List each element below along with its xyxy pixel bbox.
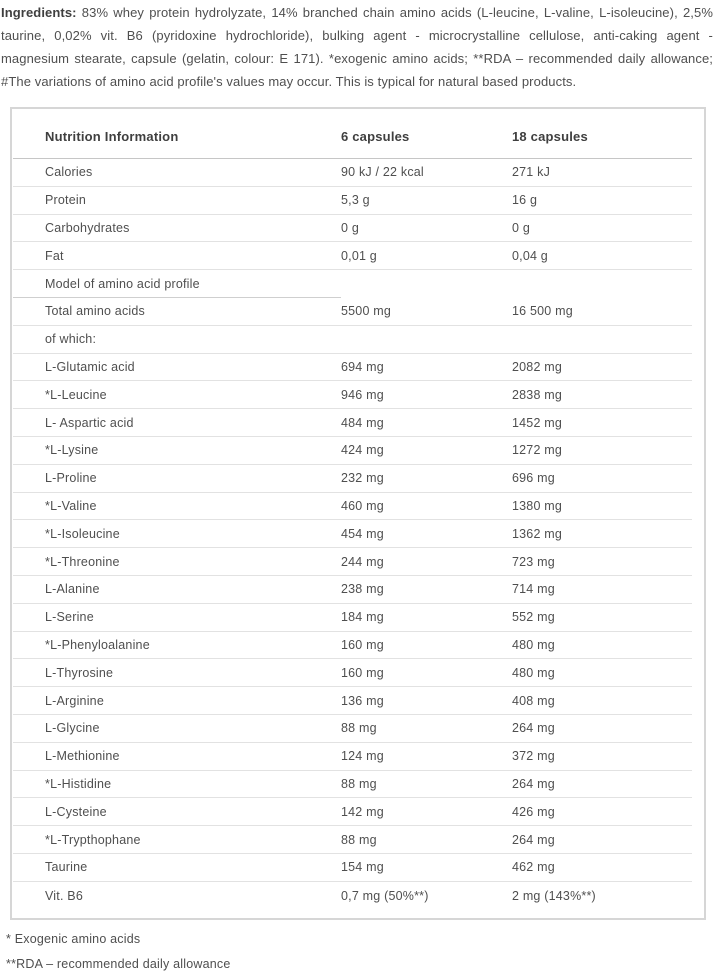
value-6-capsules: 88 mg (341, 715, 512, 743)
value-18-capsules: 1272 mg (512, 437, 692, 465)
value-6-capsules: 460 mg (341, 493, 512, 521)
value-18-capsules: 0 g (512, 215, 692, 243)
table-row (13, 826, 692, 854)
value-6-capsules: 238 mg (341, 576, 512, 604)
nutrient-name: Protein (13, 187, 341, 215)
value-6-capsules: 154 mg (341, 854, 512, 882)
value-6-capsules: 124 mg (341, 743, 512, 771)
ingredients-paragraph (0, 0, 714, 93)
nutrient-name: *L-Trypthophane (13, 826, 341, 854)
value-18-capsules: 16 500 mg (512, 298, 692, 326)
table-row (13, 159, 692, 187)
table-row (13, 798, 692, 826)
nutrient-name: Fat (13, 242, 341, 270)
nutrient-name: *L-Phenyloalanine (13, 632, 341, 660)
value-18-capsules: 2082 mg (512, 354, 692, 382)
value-18-capsules: 480 mg (512, 659, 692, 687)
nutrient-name: L-Alanine (13, 576, 341, 604)
nutrient-name: *L-Lysine (13, 437, 341, 465)
value-18-capsules: 2838 mg (512, 381, 692, 409)
value-18-capsules: 264 mg (512, 826, 692, 854)
value-6-capsules: 5,3 g (341, 187, 512, 215)
table-row (13, 882, 692, 910)
value-18-capsules: 552 mg (512, 604, 692, 632)
value-18-capsules: 1380 mg (512, 493, 692, 521)
value-18-capsules: 271 kJ (512, 159, 692, 187)
value-6-capsules: 142 mg (341, 798, 512, 826)
nutrient-name: L-Thyrosine (13, 659, 341, 687)
nutrient-name: Model of amino acid profile (13, 270, 341, 298)
ingredients-label: Ingredients: (1, 5, 77, 20)
table-row (13, 465, 692, 493)
table-row (13, 326, 692, 354)
value-6-capsules: 484 mg (341, 409, 512, 437)
value-6-capsules: 0,7 mg (50%**) (341, 888, 429, 903)
nutrient-name: Carbohydrates (13, 215, 341, 243)
value-18-capsules: 2 mg (143%**) (512, 888, 596, 903)
table-row (13, 242, 692, 270)
value-6-capsules: 5500 mg (341, 298, 512, 326)
nutrient-name: L-Glutamic acid (13, 354, 341, 382)
value-6-capsules: 88 mg (341, 826, 512, 854)
value-6-capsules: 160 mg (341, 659, 512, 687)
value-6-capsules: 244 mg (341, 548, 512, 576)
nutrition-table-body (13, 159, 692, 910)
table-row (13, 520, 692, 548)
nutrient-name: Total amino acids (13, 298, 341, 326)
column-header-18-capsules: 18 capsules (512, 109, 692, 159)
table-row (13, 659, 692, 687)
table-row (13, 381, 692, 409)
table-row (13, 576, 692, 604)
value-6-capsules: 90 kJ / 22 kcal (341, 159, 512, 187)
value-18-capsules: 16 g (512, 187, 692, 215)
value-18-capsules: 264 mg (512, 771, 692, 799)
value-18-capsules: 1362 mg (512, 520, 692, 548)
table-row (13, 409, 692, 437)
value-18-capsules (512, 270, 692, 298)
table-row (13, 548, 692, 576)
table-row (13, 215, 692, 243)
table-row (13, 632, 692, 660)
value-6-capsules: 0 g (341, 215, 512, 243)
table-row (13, 604, 692, 632)
table-row (13, 687, 692, 715)
nutrient-name: Vit. B6 (45, 888, 83, 903)
value-6-capsules: 88 mg (341, 771, 512, 799)
nutrient-name: *L-Leucine (13, 381, 341, 409)
nutrient-name: L-Arginine (13, 687, 341, 715)
footnote-rda: **RDA – recommended daily allowance (6, 956, 231, 971)
value-18-capsules: 1452 mg (512, 409, 692, 437)
value-6-capsules: 454 mg (341, 520, 512, 548)
table-row (13, 270, 692, 298)
value-18-capsules: 408 mg (512, 687, 692, 715)
value-18-capsules: 462 mg (512, 854, 692, 882)
value-18-capsules: 723 mg (512, 548, 692, 576)
value-18-capsules: 714 mg (512, 576, 692, 604)
nutrient-name: L-Proline (13, 465, 341, 493)
value-18-capsules: 0,04 g (512, 242, 692, 270)
nutrient-name: Calories (13, 159, 341, 187)
table-header-row (13, 109, 692, 159)
ingredients-text: 83% whey protein hydrolyzate, 14% branched chain amino acids (L-leucine, L-valine, L-isoleucine), 2,5% taurine, 0,02% vit. B6 (pyridoxine hydrochloride), bulking agent - microcrystalline cellulose, anti-caking agent - magnesium stearate, capsule (gelatin, colour: E 171). *exogenic amino acids; **RDA – recommended daily allowance; #The variations of amino acid profile's values may occur. This is typical for natural based products. (1, 5, 713, 89)
footnote-exogenic: * Exogenic amino acids (6, 931, 141, 946)
value-6-capsules (341, 326, 512, 354)
value-6-capsules: 424 mg (341, 437, 512, 465)
value-6-capsules: 946 mg (341, 381, 512, 409)
nutrient-name: L- Aspartic acid (13, 409, 341, 437)
value-6-capsules: 694 mg (341, 354, 512, 382)
value-18-capsules: 264 mg (512, 715, 692, 743)
value-6-capsules: 232 mg (341, 465, 512, 493)
nutrient-name: L-Methionine (13, 743, 341, 771)
value-18-capsules: 480 mg (512, 632, 692, 660)
table-row (13, 854, 692, 882)
value-6-capsules: 160 mg (341, 632, 512, 660)
value-6-capsules: 0,01 g (341, 242, 512, 270)
table-row (13, 771, 692, 799)
nutrient-name: L-Glycine (13, 715, 341, 743)
value-18-capsules (512, 326, 692, 354)
table-row (13, 354, 692, 382)
footnotes (6, 932, 714, 971)
table-row (13, 493, 692, 521)
value-18-capsules: 696 mg (512, 465, 692, 493)
value-6-capsules (341, 270, 512, 298)
nutrient-name: *L-Valine (13, 493, 341, 521)
value-18-capsules: 426 mg (512, 798, 692, 826)
table-row (13, 298, 692, 326)
nutrient-name: L-Cysteine (13, 798, 341, 826)
table-row (13, 187, 692, 215)
value-6-capsules: 184 mg (341, 604, 512, 632)
nutrient-name: Taurine (13, 854, 341, 882)
column-header-nutrition-information: Nutrition Information (13, 109, 341, 159)
nutrient-name: *L-Histidine (13, 771, 341, 799)
value-6-capsules: 136 mg (341, 687, 512, 715)
nutrition-table (13, 109, 692, 910)
table-row (13, 715, 692, 743)
table-row (13, 437, 692, 465)
table-row (13, 743, 692, 771)
value-18-capsules: 372 mg (512, 743, 692, 771)
column-header-6-capsules: 6 capsules (341, 109, 512, 159)
nutrition-table-box (10, 107, 706, 920)
nutrient-name: of which: (13, 326, 341, 354)
nutrient-name: L-Serine (13, 604, 341, 632)
nutrient-name: *L-Isoleucine (13, 520, 341, 548)
nutrient-name: *L-Threonine (13, 548, 341, 576)
